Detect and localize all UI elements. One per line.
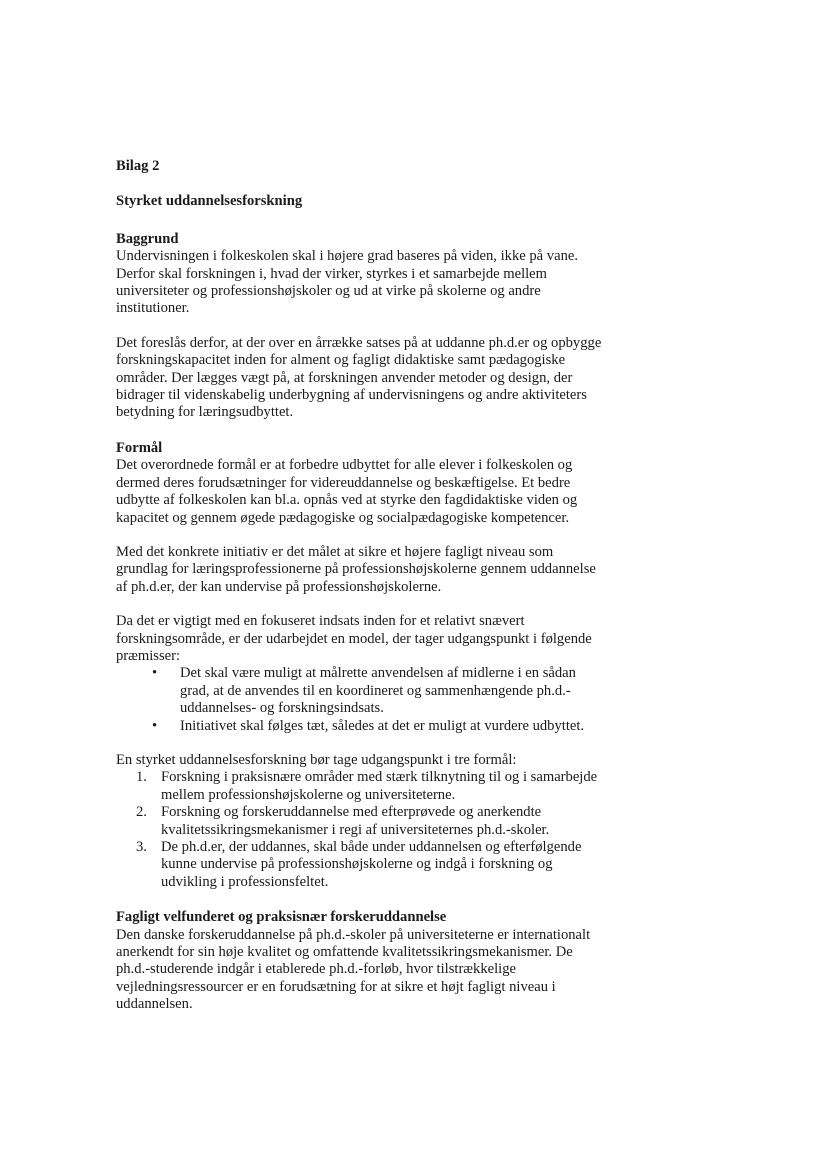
document-body <box>116 158 606 1014</box>
list-item <box>136 804 606 839</box>
list-number: 3. <box>136 839 147 855</box>
paragraph: Den danske forskeruddannelse på ph.d.-skoler på universiteterne er internationalt anerkendt for sin høje kvalitet og omfattende kvalitetssikringsmekanismer. De ph.d.-studerende indgår i etablerede ph.d.-forløb, hvor tilstrækkelige vejledningsressourcer er en forudsætning for at sikre et højt fagligt niveau i uddannelsen. <box>116 926 591 1013</box>
list-number: 1. <box>136 769 147 786</box>
list-number: 2. <box>136 804 147 821</box>
section-forskeruddannelse <box>116 909 606 1013</box>
list-item <box>136 839 606 891</box>
paragraph: Det foreslås derfor, at der over en årrække satses på at uddanne ph.d.er og opbygge forskningskapacitet inden for alment og fagligt didaktiske samt pædagogiske områder. Der lægges vægt på, at forskningen anvender metoder og design, der bidrager til videnskabelig underbygning af undervisningens og andre aktiviteters betydning for læringsudbyttet. <box>116 334 602 421</box>
paragraph: Undervisningen i folkeskolen skal i højere grad baseres på viden, ikke på vane. Derfor skal forskningen i, hvad der virker, styrkes i et samarbejde mellem universiteter og professionshøjskoler og ud at virke på skolerne og andre institutioner. <box>116 248 578 317</box>
list-item: • Det skal være muligt at målrette anvendelsen af midlerne i en sådan grad, at de anvendes til en koordineret og sammenhængende ph.d.-uddannelses- og forskningsindsats. <box>152 665 606 717</box>
section-heading-forskeruddannelse: Fagligt velfunderet og praksisnær forskeruddannelse <box>116 909 447 926</box>
list-item: • Initiativet skal følges tæt, således at det er muligt at vurdere udbyttet. <box>152 718 606 735</box>
list-item-text: Forskning i praksisnære områder med stærk tilknytning til og i samarbejde mellem professionshøjskolerne og universiteterne. <box>161 769 598 803</box>
section-heading-formaal: Formål <box>116 439 163 456</box>
paragraph: Med det konkrete initiativ er det målet at sikre et højere fagligt niveau som grundlag for læringsprofessionerne på professionshøjskolerne gennem uddannelse af ph.d.er, der kan undervise på professionshøjskolerne. <box>116 543 596 595</box>
purposes-list <box>116 769 606 891</box>
list-item <box>136 769 606 804</box>
paragraph: Det overordnede formål er at forbedre udbyttet for alle elever i folkeskolen og dermed deres forudsætninger for videreuddannelse og beskæftigelse. Et bedre udbytte af folkeskolen kan bl.a. opnås ved at styrke den fagdidaktiske viden og kapacitet og gennem øgede pædagogiske og socialpædagogiske kompetencer. <box>116 457 578 526</box>
paragraph: Da det er vigtigt med en fokuseret indsats inden for et relativt snævert forskningsområde, er der udarbejdet en model, der tager udgangspunkt i følgende præmisser: <box>116 613 592 664</box>
section-formaal <box>116 440 606 891</box>
paragraph: En styrket uddannelsesforskning bør tage udgangspunkt i tre formål: <box>116 751 517 768</box>
section-baggrund <box>116 231 606 422</box>
list-item-text: Forskning og forskeruddannelse med efterprøvede og anerkendte kvalitetssikringsmekanismer i regi af universiteternes ph.d.-skoler. <box>161 804 550 838</box>
premises-list <box>116 665 606 735</box>
section-heading-baggrund: Baggrund <box>116 230 179 247</box>
annex-label: Bilag 2 <box>116 158 160 174</box>
list-item-text: De ph.d.er, der uddannes, skal både under uddannelsen og efterfølgende kunne undervise på professionshøjskolerne og indgå i forskning og udvikling i professionsfeltet. <box>161 839 582 890</box>
document-title: Styrket uddannelsesforskning <box>116 193 303 210</box>
